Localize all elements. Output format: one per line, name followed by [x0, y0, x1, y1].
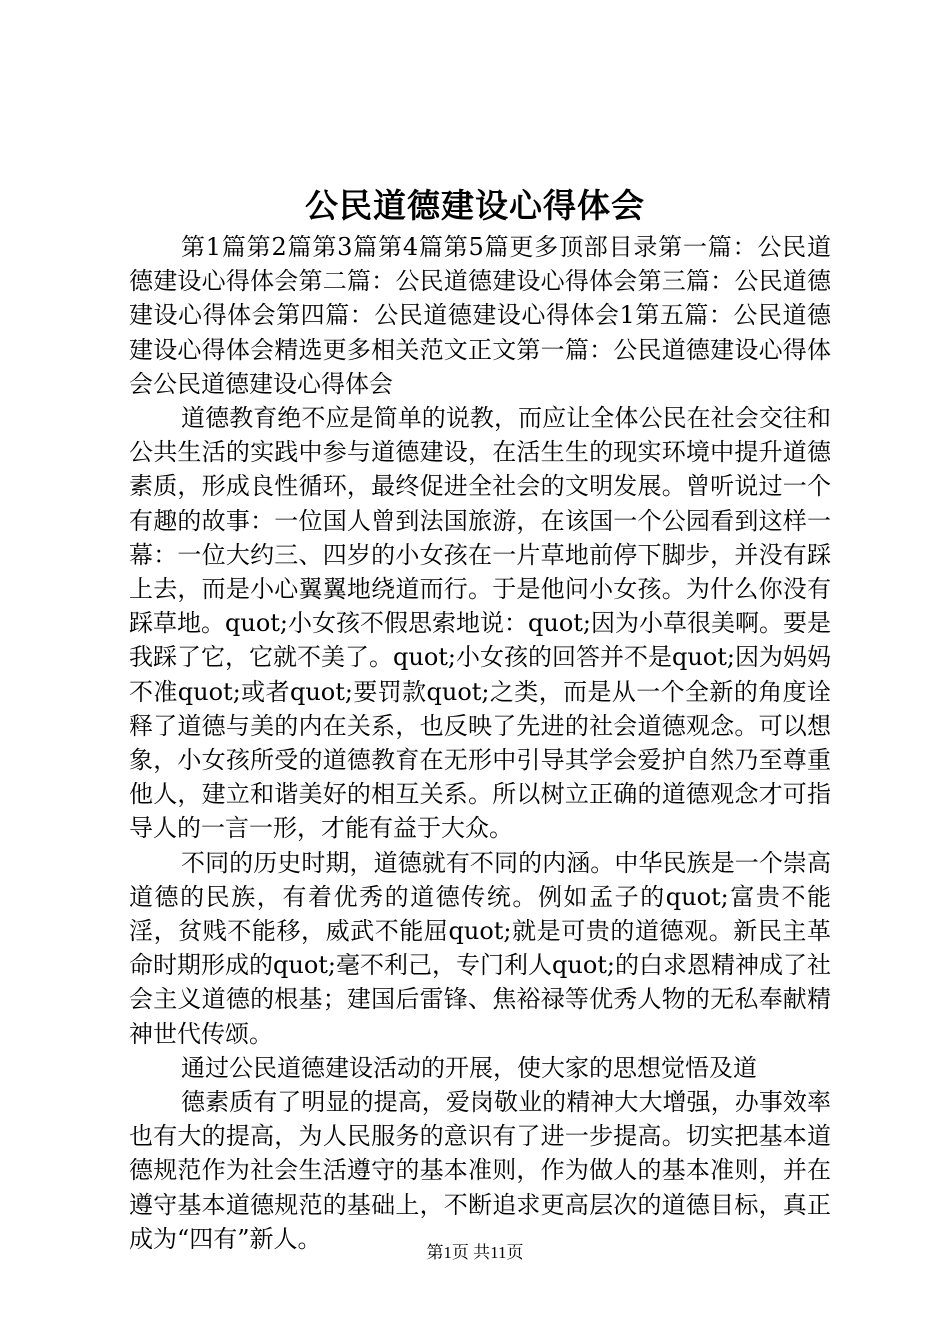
paragraph-moral-education-story: 道德教育绝不应是简单的说教，而应让全体公民在社会交往和公共生活的实践中参与道德建设，在活生生的现实环境中提升道德素质，形成良性循环，最终促进全社会的文明发展。曾听说过一个有趣的故事：一位国人曾到法国旅游，在该国一个公园看到这样一幕：一位大约三、四岁的小女孩在一片草地前停下脚步，并没有踩上去，而是小心翼翼地绕道而行。于是他问小女孩。为什么你没有踩草地。quot;小女孩不假思索地说：quot;因为小草很美啊。要是我踩了它，它就不美了。quot;小女孩的回答并不是quot;因为妈妈不准quot;或者quot;要罚款quot;之类，而是从一个全新的角度诠释了道德与美的内在关系，也反映了先进的社会道德观念。可以想象，小女孩所受的道德教育在无形中引导其学会爱护自然乃至尊重他人，建立和谐美好的相互关系。所以树立正确的道德观念才可指导人的一言一形，才能有益于大众。	[129, 404, 831, 843]
page-number-footer: 第1页 共11页	[426, 1243, 524, 1262]
paragraph-activity-results: 德素质有了明显的提高，爱岗敬业的精神大大增强，办事效率也有大的提高，为人民服务的意识有了进一步提高。切实把基本道德规范作为社会生活遵守的基本准则，作为做人的基本准则，并在遵守基本道德规范的基础上，不断追求更高层次的道德目标，真正成为“四有”新人。	[129, 1088, 831, 1253]
page-title: 公民道德建设心得体会	[305, 186, 645, 225]
paragraph-activity-intro: 通过公民道德建设活动的开展，使大家的思想觉悟及道	[181, 1053, 757, 1082]
document-body	[129, 230, 831, 1256]
paragraph-table-of-contents: 第1篇第2篇第3篇第4篇第5篇更多顶部目录第一篇：公民道德建设心得体会第二篇：公民道德建设心得体会第三篇：公民道德建设心得体会第四篇：公民道德建设心得体会1第五篇：公民道德建设心得体会精选更多相关范文正文第一篇：公民道德建设心得体会公民道德建设心得体会	[129, 233, 831, 398]
paragraph-historical-morality: 不同的历史时期，道德就有不同的内涵。中华民族是一个崇高道德的民族，有着优秀的道德传统。例如孟子的quot;富贵不能淫，贫贱不能移，威武不能屈quot;就是可贵的道德观。新民主革命时期形成的quot;毫不利己，专门利人quot;的白求恩精神成了社会主义道德的根基；建国后雷锋、焦裕禄等优秀人物的无私奉献精神世代传颂。	[129, 848, 831, 1048]
